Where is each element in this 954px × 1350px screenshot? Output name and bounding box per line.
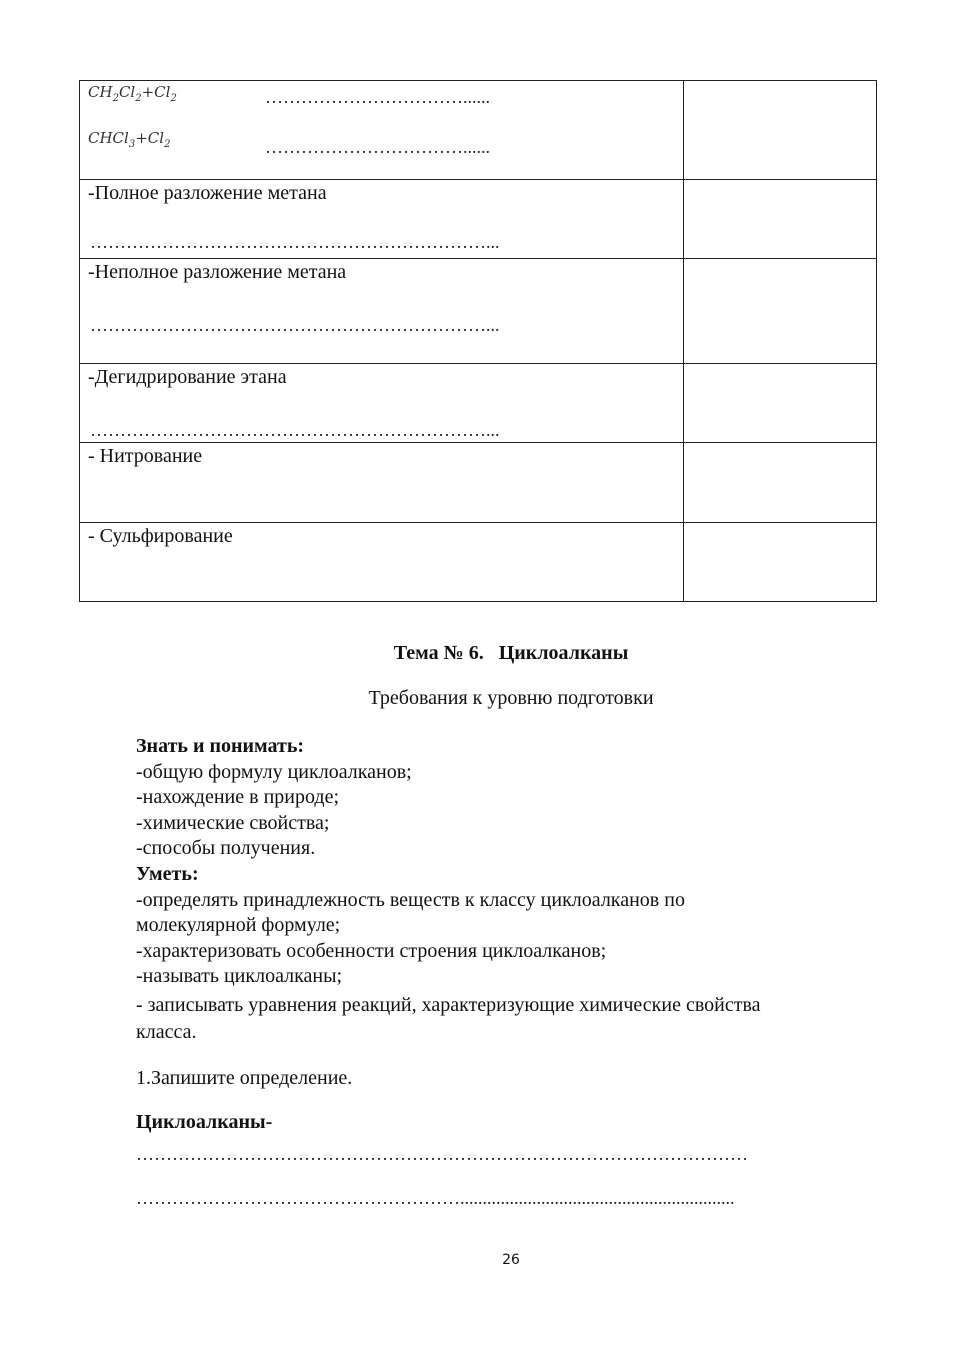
know-item: -способы получения. (136, 837, 316, 860)
reaction-cell (80, 523, 684, 602)
answer-cell[interactable] (684, 523, 877, 602)
answer-cell[interactable] (684, 81, 877, 180)
able-heading: Уметь: (136, 862, 199, 885)
term-label: Циклоалканы- (136, 1111, 273, 1133)
know-item: -общую формулу циклоалканов; (136, 760, 412, 783)
answer-dots[interactable]: …………………………………………………………... (90, 420, 500, 440)
know-item: -нахождение в природе; (136, 786, 340, 809)
formula-chcl3: $CHCl_3+Cl_2$ (88, 129, 171, 150)
answer-line[interactable]: ………………………………………………............................................................. (136, 1188, 735, 1208)
able-item: молекулярной формуле; (136, 914, 341, 937)
reaction-label: - Нитрование (88, 445, 203, 467)
able-item: -называть циклоалканы; (136, 965, 343, 988)
page-number: 26 (502, 1252, 520, 1268)
answer-cell[interactable] (684, 443, 877, 523)
know-item: -химические свойства; (136, 811, 330, 834)
able-item: - записывать уравнения реакций, характеризующие химические свойства (136, 993, 761, 1016)
reaction-cell (80, 364, 684, 443)
formula-answer-dots[interactable]: ……………………………...... (265, 137, 490, 157)
formula-ch2cl2: $CH_2Cl_2+Cl_2$ (88, 83, 177, 104)
answer-dots[interactable]: …………………………………………………………... (90, 315, 500, 335)
reactions-table (79, 80, 877, 602)
reaction-label: -Дегидрирование этана (88, 366, 287, 388)
answer-cell[interactable] (684, 259, 877, 364)
formula-answer-dots[interactable]: ……………………………...... (265, 87, 490, 107)
able-item: класса. (136, 1020, 197, 1043)
know-heading: Знать и понимать: (136, 735, 305, 757)
answer-cell[interactable] (684, 364, 877, 443)
requirements-heading: Требования к уровню подготовки (368, 687, 654, 709)
reaction-cell (80, 443, 684, 523)
reaction-cell (80, 259, 684, 364)
answer-cell[interactable] (684, 180, 877, 259)
formula-cell (80, 81, 684, 180)
reaction-cell (80, 180, 684, 259)
requirements-block (136, 734, 876, 1046)
answer-dots[interactable]: …………………………………………………………... (90, 232, 500, 252)
reaction-label: -Неполное разложение метана (88, 261, 347, 283)
topic-title: Тема № 6. Циклоалканы (393, 642, 629, 664)
task-text: 1.Запишите определение. (136, 1067, 353, 1089)
reaction-label: -Полное разложение метана (88, 182, 327, 204)
able-item: -характеризовать особенности строения циклоалканов; (136, 939, 607, 962)
reaction-label: - Сульфирование (88, 525, 233, 547)
able-item: -определять принадлежность веществ к классу циклоалканов по (136, 888, 685, 911)
answer-line[interactable]: ………………………………………………………………………………………… (136, 1144, 748, 1164)
